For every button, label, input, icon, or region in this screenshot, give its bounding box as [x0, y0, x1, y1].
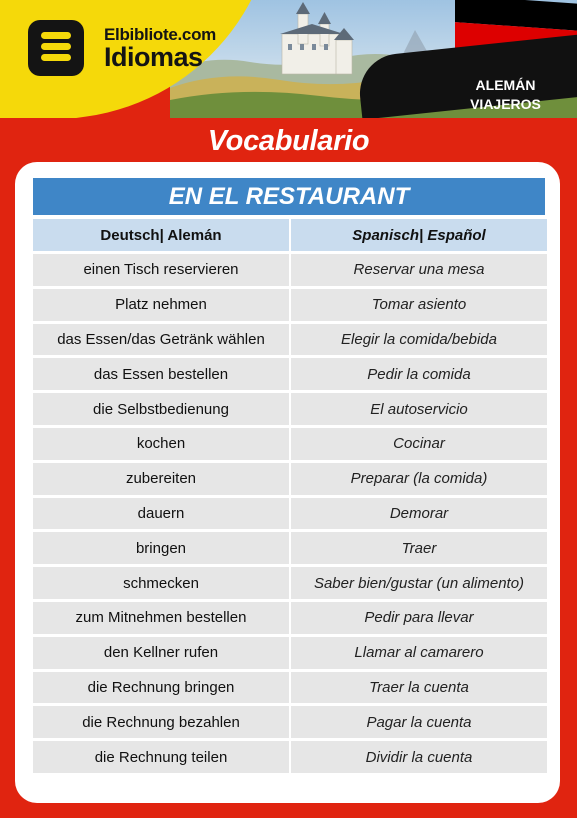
table-row: [33, 393, 547, 425]
german-term: den Kellner rufen: [33, 637, 289, 669]
table-row: [33, 532, 547, 564]
german-term: kochen: [33, 428, 289, 460]
german-term: dauern: [33, 498, 289, 530]
table-row: [33, 324, 547, 356]
german-term: die Selbstbedienung: [33, 393, 289, 425]
table-row: [33, 498, 547, 530]
level-audience: VIAJEROS: [470, 96, 541, 112]
vocabulary-table: [31, 216, 549, 776]
column-header-spanish: Spanisch| Español: [291, 219, 547, 251]
german-term: die Rechnung bringen: [33, 672, 289, 704]
german-term: bringen: [33, 532, 289, 564]
spanish-term: Tomar asiento: [291, 289, 547, 321]
level-text: [458, 76, 553, 114]
spanish-term: Traer: [291, 532, 547, 564]
german-term: die Rechnung teilen: [33, 741, 289, 773]
table-row: [33, 567, 547, 599]
spanish-term: Cocinar: [291, 428, 547, 460]
spanish-term: Pedir la comida: [291, 358, 547, 390]
table-row: [33, 602, 547, 634]
table-header-row: [33, 219, 547, 251]
spanish-term: El autoservicio: [291, 393, 547, 425]
spanish-term: Pagar la cuenta: [291, 706, 547, 738]
german-term: das Essen bestellen: [33, 358, 289, 390]
table-row: [33, 289, 547, 321]
german-term: zubereiten: [33, 463, 289, 495]
spanish-term: Reservar una mesa: [291, 254, 547, 286]
brand-site: Elbibliote.com: [104, 25, 216, 44]
table-row: [33, 358, 547, 390]
spanish-term: Saber bien/gustar (un alimento): [291, 567, 547, 599]
column-header-german: Deutsch| Alemán: [33, 219, 289, 251]
header: [0, 0, 577, 118]
german-term: Platz nehmen: [33, 289, 289, 321]
logo-bars-icon: [41, 32, 71, 62]
spanish-term: Dividir la cuenta: [291, 741, 547, 773]
spanish-term: Preparar (la comida): [291, 463, 547, 495]
table-row: [33, 254, 547, 286]
spanish-term: Traer la cuenta: [291, 672, 547, 704]
german-term: zum Mitnehmen bestellen: [33, 602, 289, 634]
table-row: [33, 706, 547, 738]
german-term: einen Tisch reservieren: [33, 254, 289, 286]
spanish-term: Demorar: [291, 498, 547, 530]
german-term: das Essen/das Getränk wählen: [33, 324, 289, 356]
german-term: die Rechnung bezahlen: [33, 706, 289, 738]
section-title: Vocabulario: [207, 125, 370, 157]
table-row: [33, 672, 547, 704]
table-row: [33, 428, 547, 460]
spanish-term: Llamar al camarero: [291, 637, 547, 669]
table-title: EN EL RESTAURANT: [33, 178, 545, 215]
spanish-term: Pedir para llevar: [291, 602, 547, 634]
spanish-term: Elegir la comida/bebida: [291, 324, 547, 356]
table-row: [33, 637, 547, 669]
german-term: schmecken: [33, 567, 289, 599]
brand-name: Idiomas: [104, 42, 203, 72]
table-row: [33, 741, 547, 773]
table-row: [33, 463, 547, 495]
level-language: ALEMÁN: [475, 77, 536, 93]
